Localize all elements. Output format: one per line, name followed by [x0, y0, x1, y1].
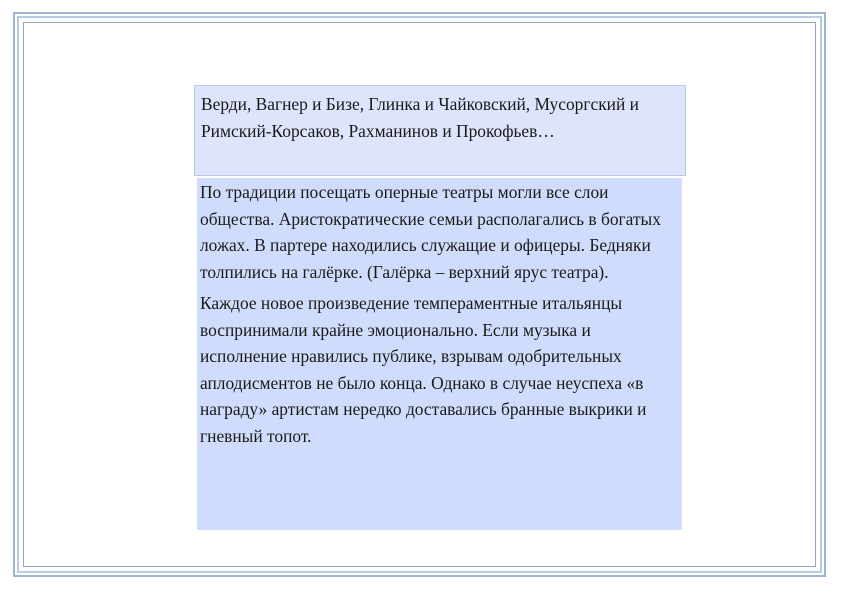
composers-text-box: [194, 85, 686, 176]
opera-audience-text-box: [197, 178, 682, 530]
paragraph-audience: По традиции посещать оперные театры могли все слои общества. Аристократические семьи располагались в богатых ложах. В партере находились служащие и офицеры. Бедняки толпились на галёрке. (Галёрка – верхний ярус театра).: [200, 182, 661, 282]
paragraph-reaction: Каждое новое произведение темпераментные итальянцы воспринимали крайне эмоционально. Если музыка и исполнение нравились публике, взрывам одобрительных аплодисментов не было конца. Однако в случае неуспеха «в награду» артистам нередко доставались бранные выкрики и гневный топот.: [200, 293, 647, 446]
composers-text: Верди, Вагнер и Бизе, Глинка и Чайковский, Мусоргский и Римский-Корсаков, Рахманинов и Прокофьев…: [201, 94, 639, 141]
